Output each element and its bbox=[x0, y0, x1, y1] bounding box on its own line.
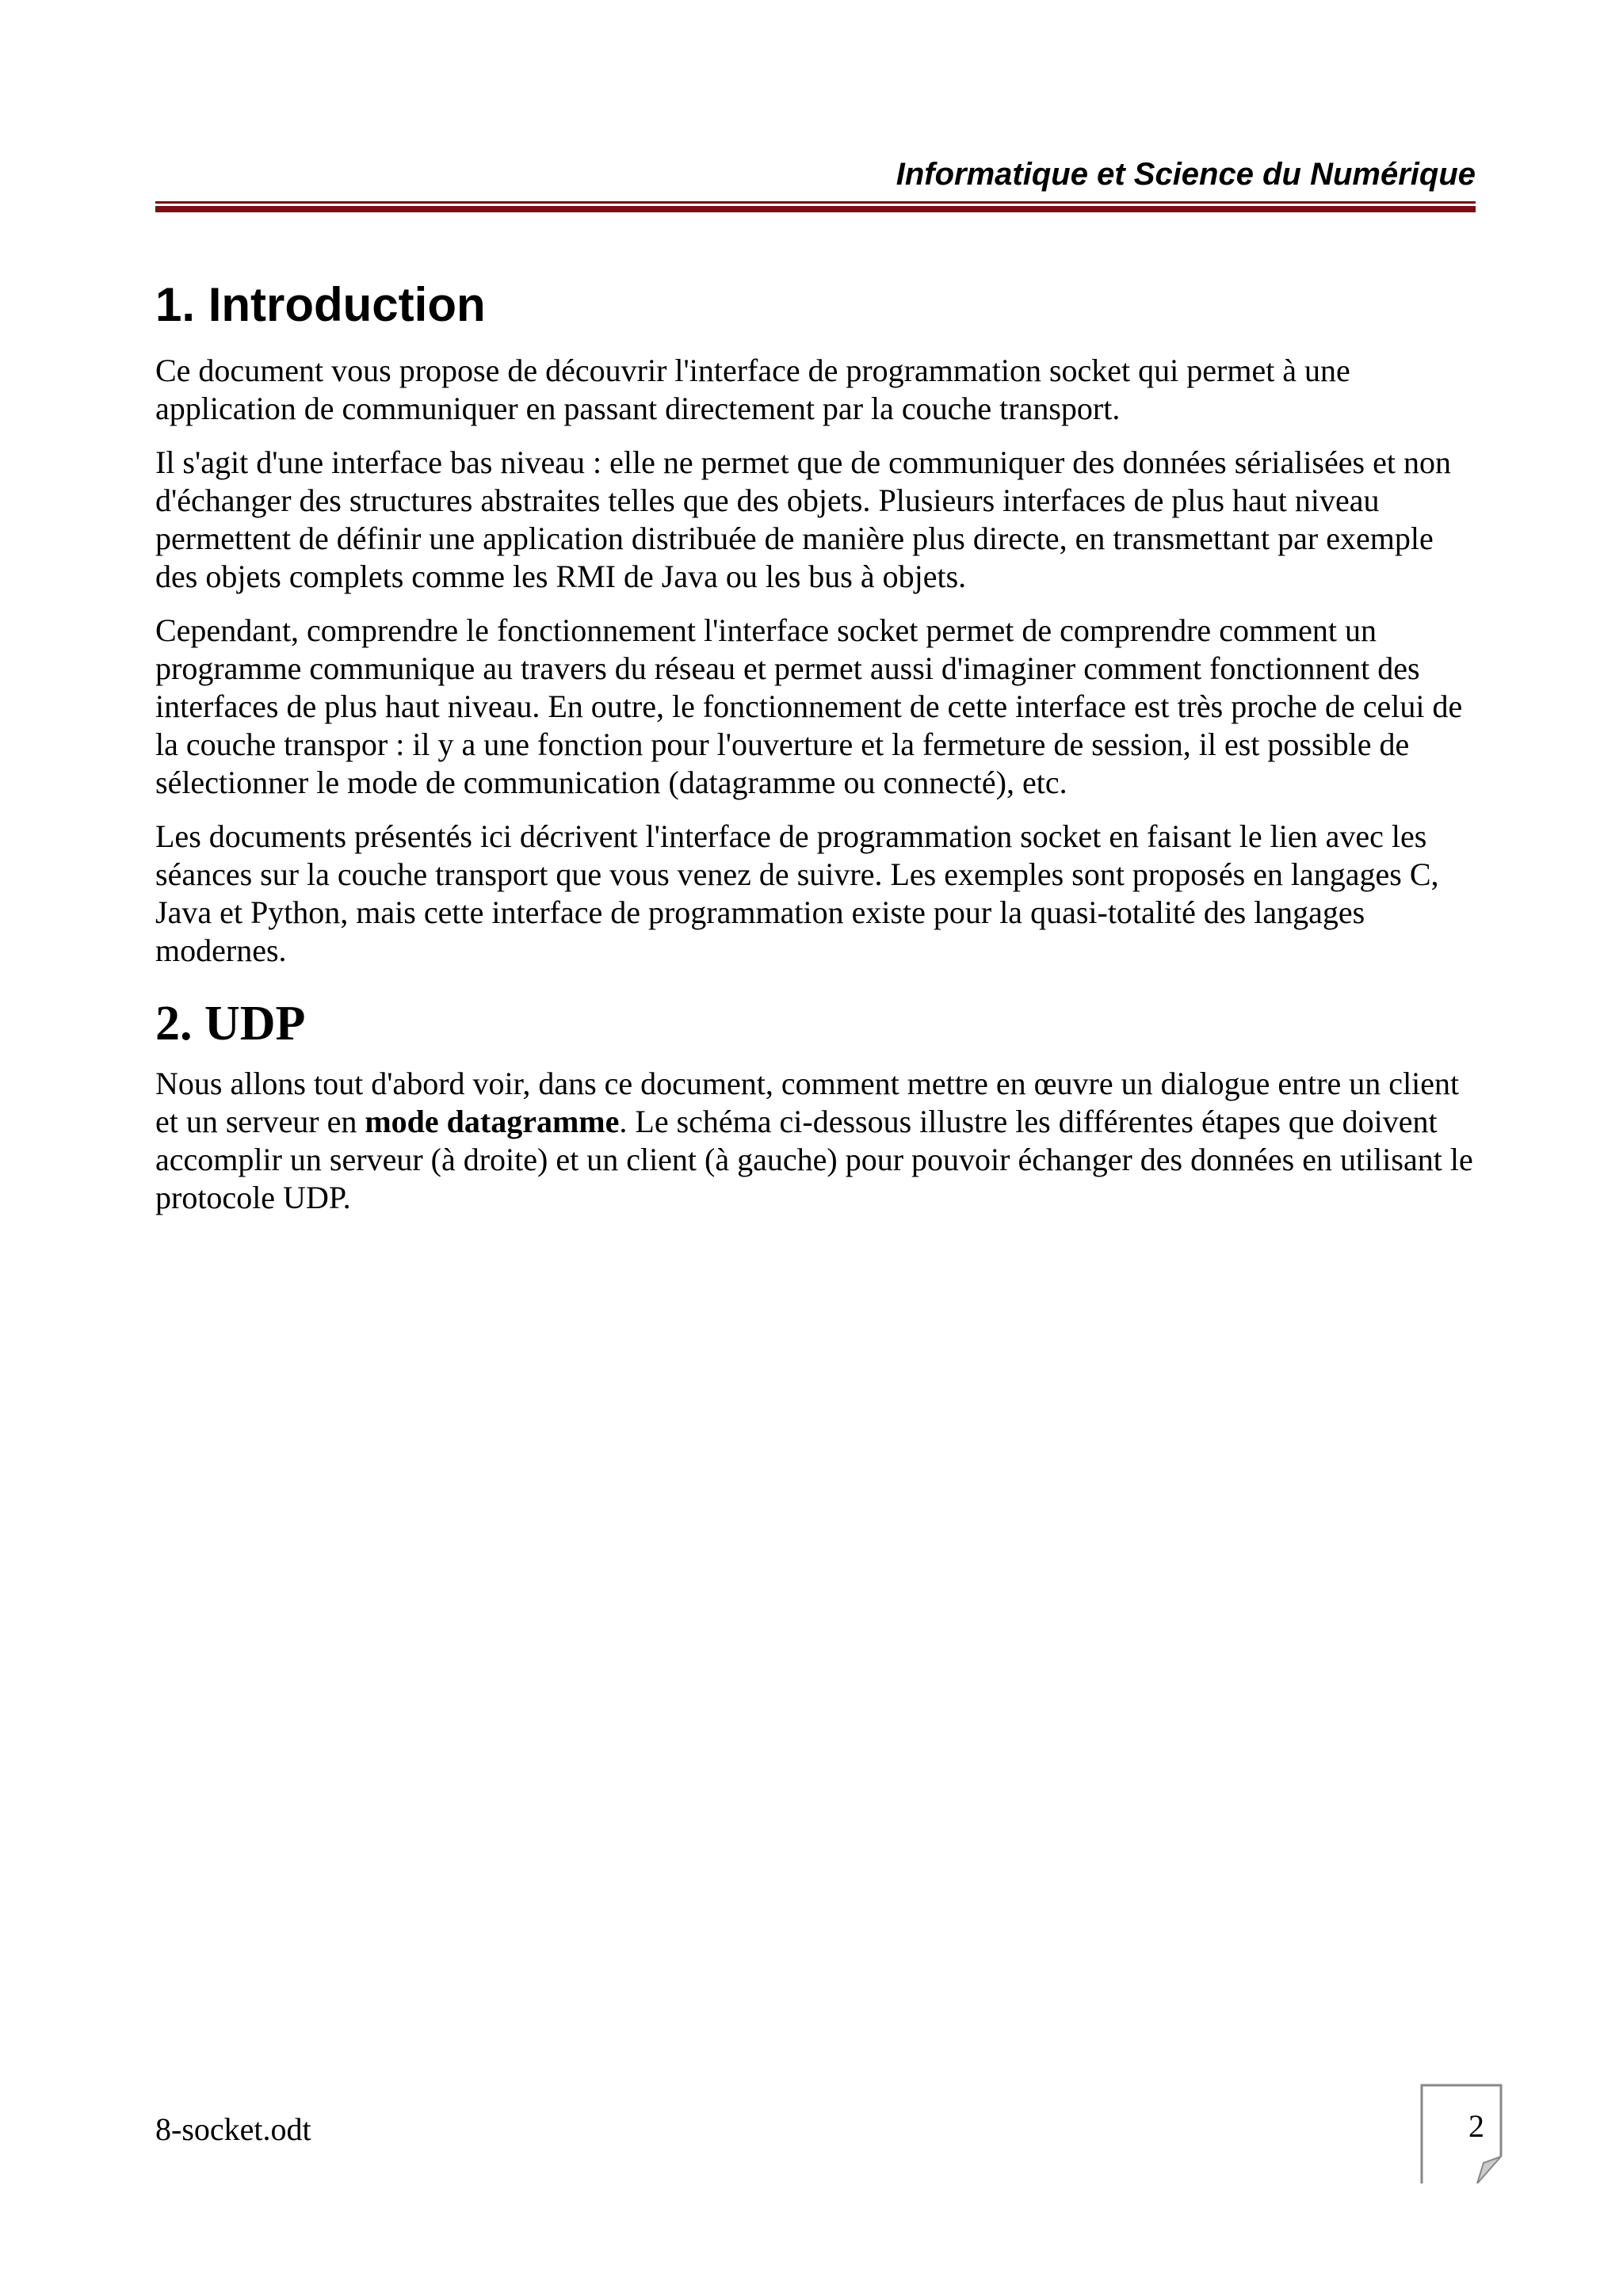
section-heading-udp: 2. UDP bbox=[155, 997, 306, 1051]
intro-paragraph-4: Les documents présentés ici décrivent l'interface de programmation socket en faisant le lien avec les séances sur la couche transport que vous venez de suivre. Les exemples sont proposés en langages C, Java et Python, mais cette interface de programmation existe pour la quasi-totalité des langages modernes. bbox=[155, 818, 1439, 968]
footer-filename: 8-socket.odt bbox=[155, 2111, 311, 2147]
page-body bbox=[155, 269, 1479, 1233]
udp-paragraph-bold-term: mode datagramme bbox=[365, 1104, 620, 1139]
header-title: Informatique et Science du Numérique bbox=[896, 157, 1476, 192]
udp-paragraph bbox=[155, 1065, 1479, 1217]
header-rule bbox=[155, 201, 1476, 212]
page-number: 2 bbox=[1468, 2108, 1484, 2144]
header-rule-thick bbox=[155, 206, 1476, 212]
udp-paragraph-text-before: Nous allons tout d'abord voir, dans ce document, comment mettre en œuvre un dialogue entre un client et un serveur en bbox=[155, 1066, 1460, 1139]
page-number-box bbox=[1420, 2084, 1503, 2183]
udp-paragraph-text-after: . Le schéma ci-dessous illustre les différentes étapes que doivent accomplir un serveur (à droite) et un client (à gauche) pour pouvoir échanger des données en utilisant le protocole UDP. bbox=[155, 1104, 1473, 1215]
header-rule-thin bbox=[155, 201, 1476, 204]
section-heading-introduction: 1. Introduction bbox=[155, 278, 486, 331]
intro-paragraph-3: Cependant, comprendre le fonctionnement l'interface socket permet de comprendre comment un programme communique au travers du réseau et permet aussi d'imaginer comment fonctionnent des interfaces de plus haut niveau. En outre, le fonctionnement de cette interface est très proche de celui de la couche transpor : il y a une fonction pour l'ouverture et la fermeture de session, il est possible de sélectionner le mode de communication (datagramme ou connecté), etc. bbox=[155, 612, 1463, 800]
intro-paragraph-2: Il s'agit d'une interface bas niveau : elle ne permet que de communiquer des données sérialisées et non d'échanger des structures abstraites telles que des objets. Plusieurs interfaces de plus haut niveau permettent de définir une application distribuée de manière plus directe, en transmettant par exemple des objets complets comme les RMI de Java ou les bus à objets. bbox=[155, 444, 1451, 594]
intro-paragraph-1: Ce document vous propose de découvrir l'interface de programmation socket qui permet à une application de communiquer en passant directement par la couche transport. bbox=[155, 353, 1350, 426]
